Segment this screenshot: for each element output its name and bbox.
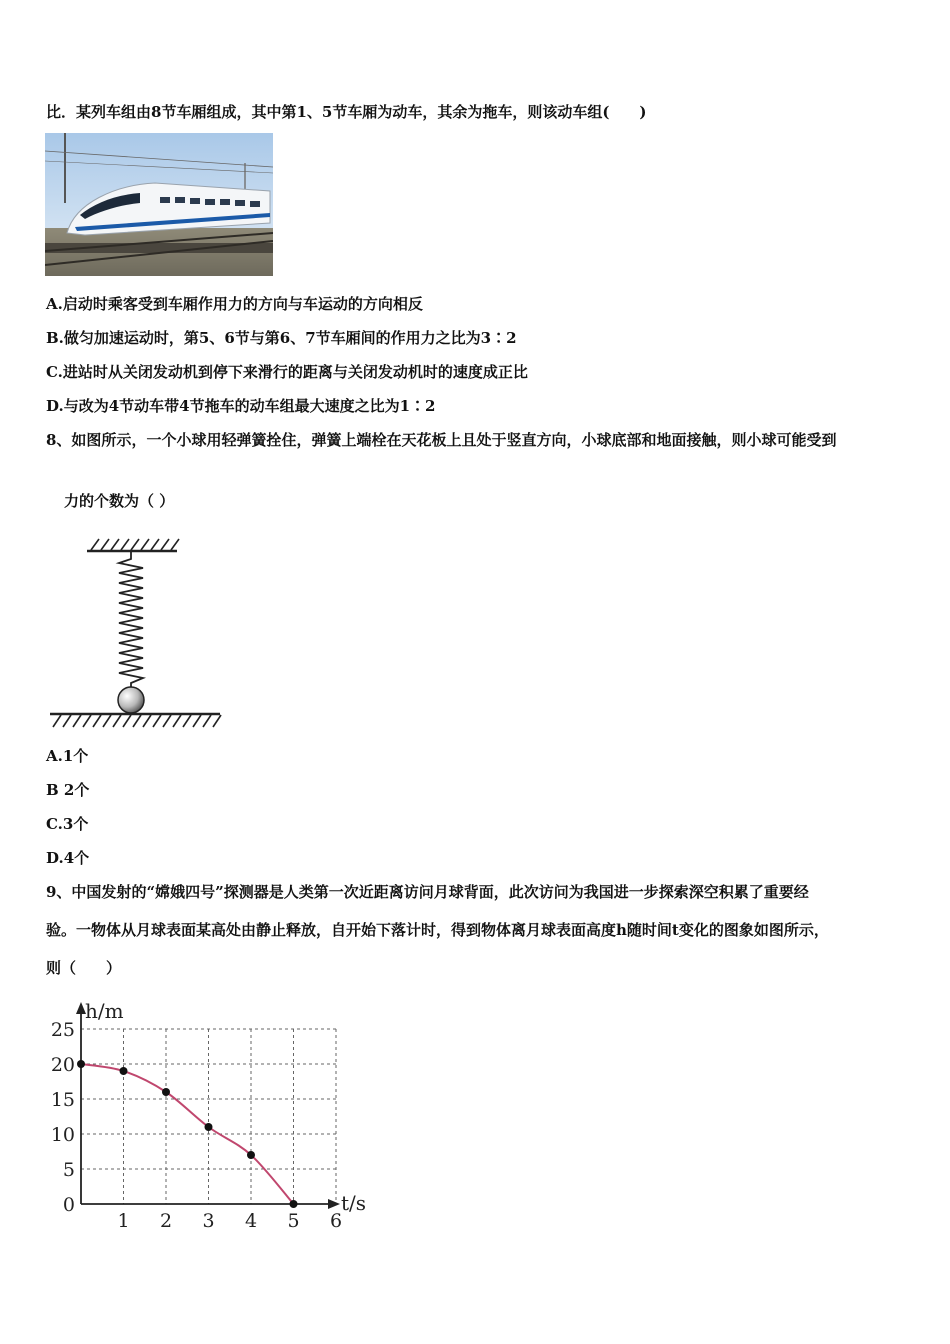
ball	[118, 687, 144, 713]
x-tick-label: 3	[202, 1210, 215, 1232]
x-tick-label: 5	[287, 1210, 300, 1232]
x-axis-arrow	[328, 1199, 340, 1209]
spring-ball-figure	[45, 533, 225, 733]
q8-option-b: B 2个	[46, 781, 90, 799]
x-axis-label: t/s	[341, 1191, 367, 1215]
data-point	[120, 1067, 128, 1075]
y-tick-label: 10	[50, 1124, 75, 1146]
chart-tick-labels	[51, 1019, 342, 1232]
x-tick-label: 2	[159, 1210, 173, 1232]
x-tick-label: 1	[117, 1210, 130, 1232]
x-tick-label: 6	[329, 1210, 343, 1232]
q7-stem: 比．某列车组由8节车厢组成，其中第1、5节车厢为动车，其余为拖车，则该动车组( )	[46, 103, 647, 121]
data-point	[290, 1200, 298, 1208]
q7-option-c: C.进站时从关闭发动机到停下来滑行的距离与关闭发动机时的速度成正比	[46, 363, 528, 381]
q8-option-d: D.4个	[46, 849, 90, 867]
data-point	[77, 1060, 85, 1068]
q8-stem-line1: 8、如图所示，一个小球用轻弹簧拴住，弹簧上端栓在天花板上且处于竖直方向，小球底部和地面接触，则小球可能受到	[46, 431, 837, 449]
y-tick-label: 25	[50, 1019, 75, 1041]
q8-option-a: A.1个	[46, 747, 89, 765]
spring	[119, 551, 143, 687]
data-point	[247, 1151, 255, 1159]
chart-axes	[76, 1002, 340, 1209]
q9-stem-line3: 则（ ）	[46, 959, 122, 977]
y-axis-label: h/m	[85, 999, 124, 1023]
chart-grid	[81, 1029, 336, 1204]
q8-stem-line2: 力的个数为（ ）	[64, 492, 175, 510]
y-tick-label: 5	[62, 1159, 75, 1181]
q9-stem-line1: 9、中国发射的“嫦娥四号”探测器是人类第一次近距离访问月球背面，此次访问为我国进一步探索深空积累了重要经	[46, 883, 809, 901]
x-tick-label: 4	[244, 1210, 258, 1232]
q7-option-a: A.启动时乘客受到车厢作用力的方向与车运动的方向相反	[46, 295, 423, 313]
q9-stem-line2: 验。一物体从月球表面某高处由静止释放，自开始下落计时，得到物体离月球表面高度h随时间t变化的图象如图所示，	[46, 921, 829, 939]
ceiling	[87, 539, 179, 551]
train-photo	[45, 133, 273, 276]
series-points	[77, 1060, 298, 1208]
ground	[50, 714, 221, 727]
y-tick-label: 20	[50, 1054, 75, 1076]
q7-option-b: B.做匀加速运动时，第5、6节与第6、7节车厢间的作用力之比为3∶2	[46, 329, 517, 347]
y-tick-label: 0	[62, 1194, 75, 1216]
data-point	[162, 1088, 170, 1096]
height-time-chart	[40, 998, 380, 1238]
q7-option-d: D.与改为4节动车带4节拖车的动车组最大速度之比为1∶2	[46, 397, 436, 415]
q8-option-c: C.3个	[46, 815, 89, 833]
y-tick-label: 15	[50, 1089, 75, 1111]
data-point	[205, 1123, 213, 1131]
